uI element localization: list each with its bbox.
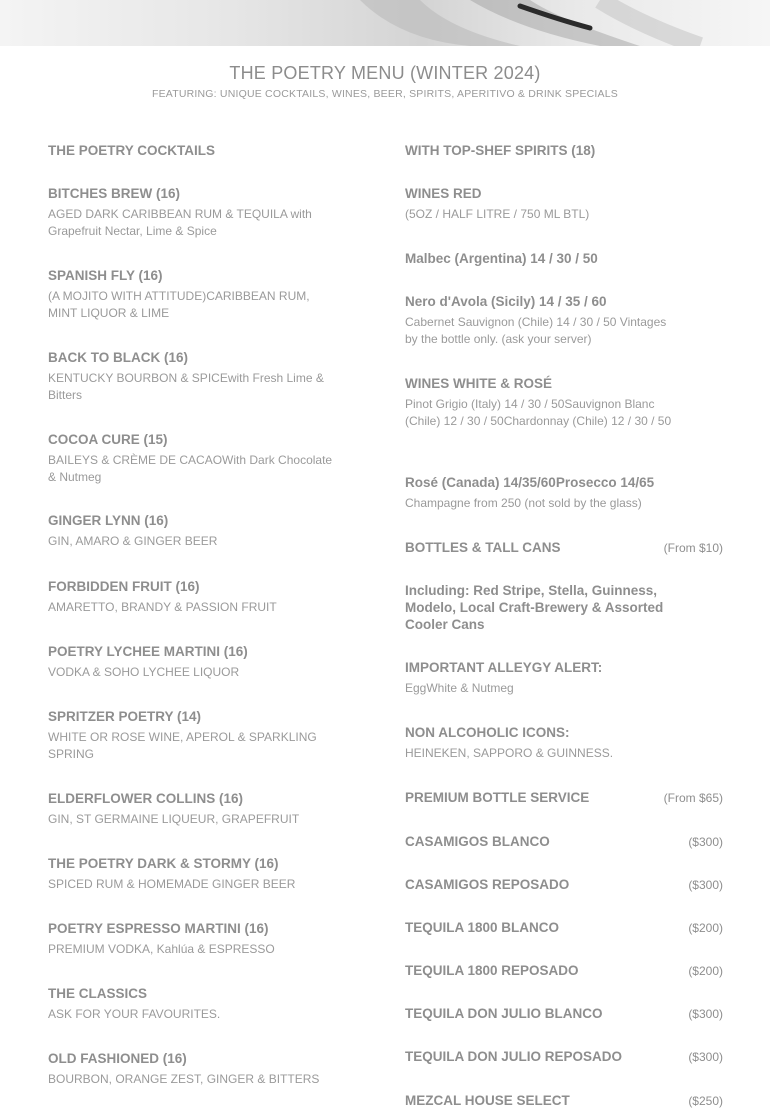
item-name: NON ALCOHOLIC ICONS: [405,725,570,740]
menu-item [48,185,333,240]
item-description: WHITE OR ROSE WINE, APEROL & SPARKLING SPRING [48,730,317,761]
priced-item [405,919,723,936]
item-name: Rosé (Canada) 14/35/60Prosecco 14/65 [405,475,655,490]
item-name: BITCHES BREW (16) [48,186,181,201]
page-subtitle: FEATURING: UNIQUE COCKTAILS, WINES, BEER, SPIRITS, APERITIVO & DRINK SPECIALS [151,88,618,100]
item-name: CASAMIGOS REPOSADO [405,877,570,892]
item-description: (A MOJITO WITH ATTITUDE)CARIBBEAN RUM, MINT LIQUOR & LIME [48,289,310,320]
menu-item [405,474,680,512]
priced-item [405,876,723,893]
priced-item [405,1092,723,1109]
page-title: THE POETRY MENU (WINTER 2024) [229,63,541,83]
item-name: BOTTLES & TALL CANS [405,540,561,555]
item-description: BOURBON, ORANGE ZEST, GINGER & BITTERS [48,1072,320,1086]
item-name: IMPORTANT ALLEYGY ALERT: [405,660,603,675]
priced-item [405,539,723,556]
menu-item [405,724,680,762]
menu-item [48,643,333,681]
menu-item [48,790,333,828]
menu-item [405,185,680,223]
item-price: ($300) [688,1050,723,1064]
item-price: ($250) [688,1094,723,1108]
item-name: WINES WHITE & ROSÉ [405,376,553,391]
hero-photo-graphic [0,0,770,46]
menu-item [48,142,333,159]
menu-item [48,1050,333,1088]
item-name: OLD FASHIONED (16) [48,1051,187,1066]
item-name: SPANISH FLY (16) [48,268,163,283]
menu-item [48,708,333,763]
item-price: ($300) [688,878,723,892]
menu-item [48,349,333,404]
item-price: (From $10) [663,541,723,555]
priced-item [405,1005,723,1022]
item-name: BACK TO BLACK (16) [48,350,189,365]
item-name: Malbec (Argentina) 14 / 30 / 50 [405,251,598,266]
hero-image [0,0,770,46]
item-name: POETRY LYCHEE MARTINI (16) [48,644,248,659]
menu-item [405,659,680,697]
item-price: ($200) [688,921,723,935]
priced-item [405,789,723,806]
menu-item [48,578,333,616]
item-description: ASK FOR YOUR FAVOURITES. [48,1007,221,1021]
item-name: TEQUILA 1800 REPOSADO [405,963,579,978]
item-name: MEZCAL HOUSE SELECT [405,1093,570,1108]
item-description: BAILEYS & CRÈME DE CACAOWith Dark Chocolate & Nutmeg [48,453,333,484]
item-price: (From $65) [663,791,723,805]
item-name: TEQUILA DON JULIO REPOSADO [405,1049,623,1064]
item-description: PREMIUM VODKA, Kahlúa & ESPRESSO [48,942,275,956]
item-name: GINGER LYNN (16) [48,513,169,528]
item-name: WINES RED [405,186,482,201]
priced-item [405,1048,723,1065]
item-name: SPRITZER POETRY (14) [48,709,202,724]
item-name: COCOA CURE (15) [48,432,168,447]
item-description: AGED DARK CARIBBEAN RUM & TEQUILA with Grapefruit Nectar, Lime & Spice [48,207,312,238]
menu-item [48,985,333,1023]
menu-item [48,512,333,550]
item-name: CASAMIGOS BLANCO [405,834,550,849]
item-name: Nero d'Avola (Sicily) 14 / 35 / 60 [405,294,607,309]
item-description: Cabernet Sauvignon (Chile) 14 / 30 / 50 Vintages by the bottle only. (ask your server) [405,315,667,346]
item-description: GIN, ST GERMAINE LIQUEUR, GRAPEFRUIT [48,812,300,826]
item-name: TEQUILA 1800 BLANCO [405,920,560,935]
menu-item [48,267,333,322]
item-price: ($300) [688,1007,723,1021]
priced-item [405,833,723,850]
item-description: (5OZ / HALF LITRE / 750 ML BTL) [405,207,590,221]
menu-item [48,431,333,486]
item-name: ELDERFLOWER COLLINS (16) [48,791,243,806]
item-price: ($200) [688,964,723,978]
priced-item [405,962,723,979]
menu-item [405,375,680,430]
menu-item [405,293,680,348]
menu-item [48,920,333,958]
item-description: AMARETTO, BRANDY & PASSION FRUIT [48,600,277,614]
item-description: KENTUCKY BOURBON & SPICEwith Fresh Lime & Bitters [48,371,324,402]
item-name: Including: Red Stripe, Stella, Guinness, Modelo, Local Craft-Brewery & Assorted Cooler Cans [405,583,664,632]
item-description: HEINEKEN, SAPPORO & GUINNESS. [405,746,614,760]
item-name: POETRY ESPRESSO MARTINI (16) [48,921,269,936]
item-description: GIN, AMARO & GINGER BEER [48,534,218,548]
item-description: Pinot Grigio (Italy) 14 / 30 / 50Sauvignon Blanc (Chile) 12 / 30 / 50Chardonnay (Chile) 12 / 30 / 50 [405,397,672,428]
item-description: VODKA & SOHO LYCHEE LIQUOR [48,665,240,679]
item-name: WITH TOP-SHEF SPIRITS (18) [405,143,596,158]
item-description: EggWhite & Nutmeg [405,681,514,695]
item-name: TEQUILA DON JULIO BLANCO [405,1006,603,1021]
item-price: ($300) [688,835,723,849]
menu-item [405,142,680,159]
item-description: SPICED RUM & HOMEMADE GINGER BEER [48,877,296,891]
item-name: PREMIUM BOTTLE SERVICE [405,790,590,805]
menu-item [405,250,680,267]
item-name: THE CLASSICS [48,986,148,1001]
menu-item [48,855,333,893]
item-name: FORBIDDEN FRUIT (16) [48,579,200,594]
menu-item [405,582,680,633]
item-description: Champagne from 250 (not sold by the glass) [405,496,642,510]
item-name: THE POETRY COCKTAILS [48,143,216,158]
item-name: THE POETRY DARK & STORMY (16) [48,856,279,871]
